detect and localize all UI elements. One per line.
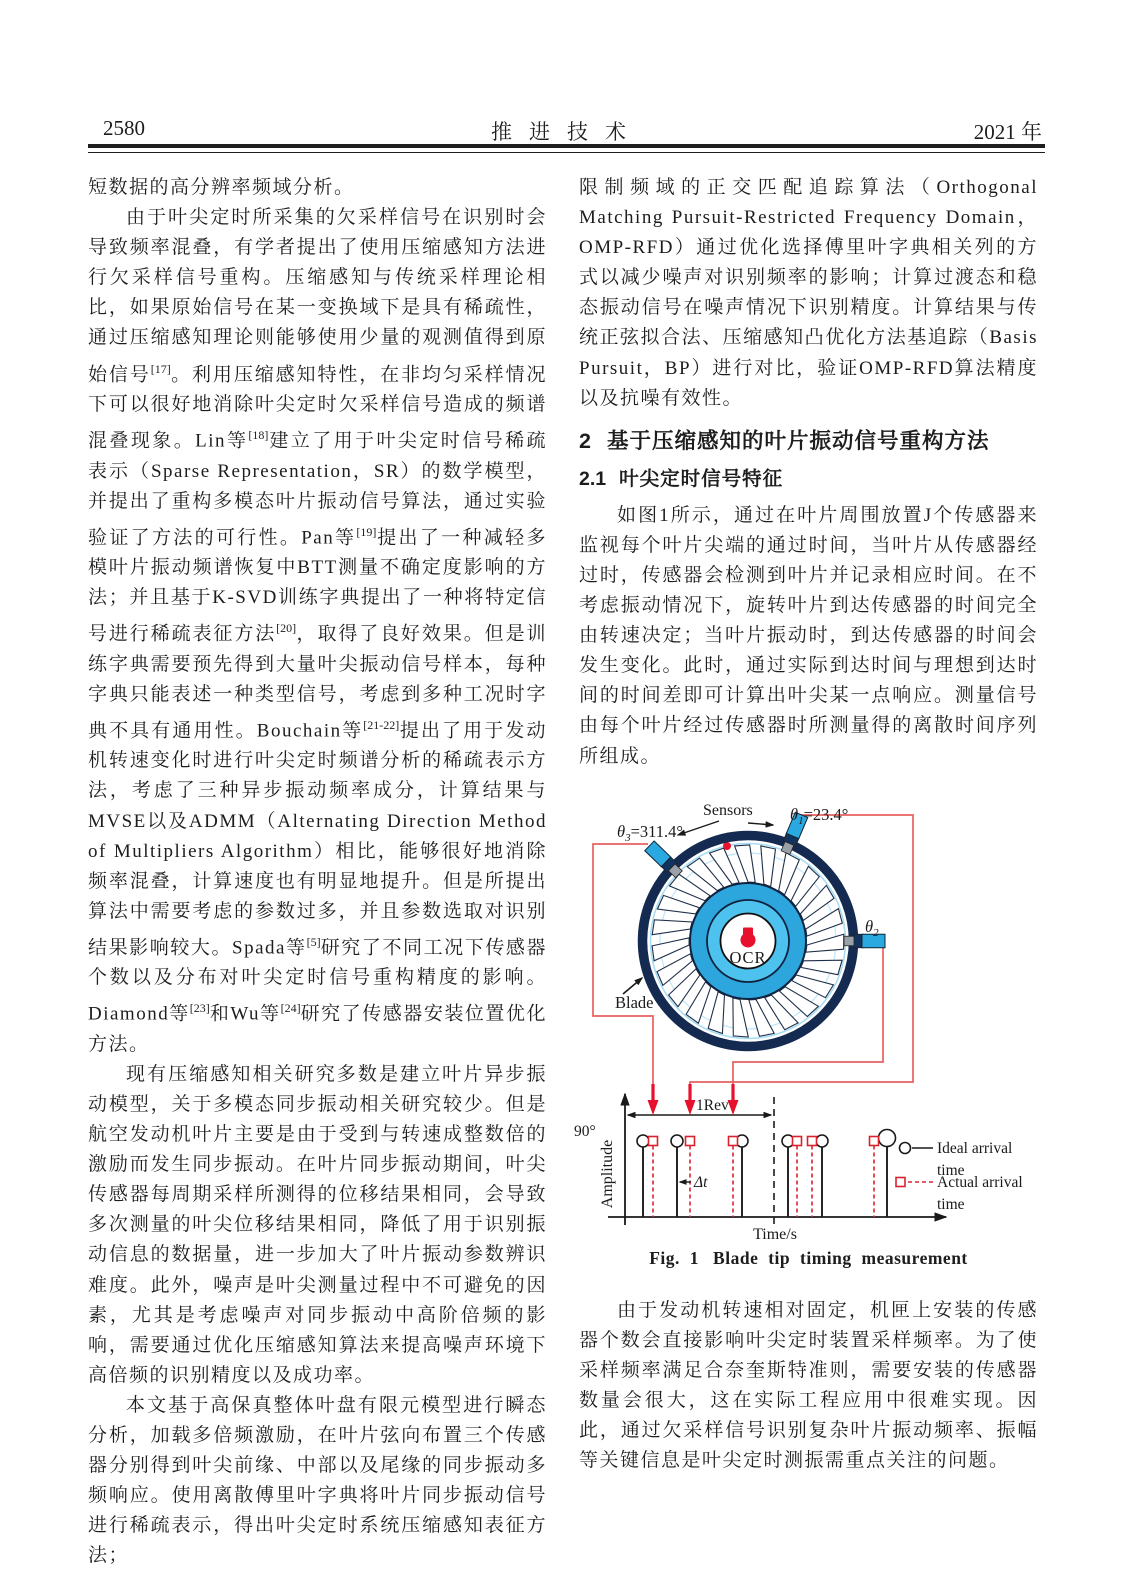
signal-arrow bbox=[685, 1084, 696, 1115]
hub-label: OCR bbox=[729, 948, 767, 967]
paragraph: 本文基于高保真整体叶盘有限元模型进行瞬态分析，加载多倍频激励，在叶片弦向布置三个传感器分别得到叶尖前缘、中部以及尾缘的同步振动多频响应。使用离散傅里叶字典将叶片同步振动信号进行稀疏表示，得出叶尖定时系统压缩感知表征方法； bbox=[88, 1394, 547, 1567]
figure-caption bbox=[579, 1248, 1038, 1269]
legend-actual-marker bbox=[896, 1178, 905, 1187]
subsection-number: 2.1 bbox=[579, 467, 607, 490]
section-number: 2 bbox=[579, 428, 591, 453]
theta2-label: $\theta_2$ bbox=[865, 917, 879, 939]
right-column bbox=[579, 173, 1038, 772]
sensors-arrow-right bbox=[748, 823, 773, 825]
right-column-top bbox=[579, 173, 1038, 414]
rotor-diagram bbox=[615, 802, 885, 1047]
ideal-marker bbox=[637, 1135, 649, 1147]
actual-marker bbox=[686, 1137, 695, 1146]
blade bbox=[652, 920, 692, 935]
sensor-tip bbox=[844, 936, 855, 946]
x-axis-label: Time/s bbox=[753, 1226, 797, 1243]
blade bbox=[708, 992, 724, 1034]
paragraph: 如图1所示，通过在叶片周围放置J个传感器来监视每个叶片尖端的通过时间，当叶片从传感器经过时，传感器会检测到叶片并记录相应时间。在不考虑振动情况下，旋转叶片到达传感器的时间完全由转速决定；当叶片振动时，到达传感器的时间会发生变化。此时，通过实际到达时间与理想到达时间的时间差即可计算出叶尖某一点响应。测量信号由每个叶片经过传感器时所测量得的离散时间序列所组成。 bbox=[579, 504, 1038, 767]
section-heading bbox=[579, 426, 1038, 456]
y-tick-90: 90° bbox=[574, 1123, 596, 1140]
subsection-heading bbox=[579, 465, 1038, 494]
blade-arrow bbox=[623, 978, 642, 994]
right-column-bottom bbox=[579, 1296, 1038, 1477]
paragraph: 现有压缩感知相关研究多数是建立叶片异步振动模型，关于多模态同步振动相关研究较少。但是航空发动机叶片主要是由于受到与转速成整数倍的激励而发生同步振动。在叶片同步振动期间，叶尖传感器每周期采样所测得的位移结果相同，会导致多次测量的叶尖位移结果相同，降低了用于识别振动信息的数据量，进一步加大了叶片振动参数辨识难度。此外，噪声是叶尖测量过程中不可避免的因素，尤其是考虑噪声对同步振动中高阶倍频的影响，需要通过优化压缩感知算法来提高噪声环境下高倍频的识别精度以及成功率。 bbox=[88, 1063, 547, 1386]
dt-label: Δt bbox=[694, 1174, 708, 1191]
actual-marker bbox=[729, 1137, 738, 1146]
theta1-label: $\theta_1=23.4^\circ$ bbox=[790, 805, 849, 827]
sensor-2 bbox=[844, 934, 885, 948]
journal-title: 推进技术 bbox=[491, 120, 643, 144]
left-column bbox=[88, 173, 547, 1572]
sensors-arrow-left bbox=[678, 821, 719, 835]
right-column-mid bbox=[579, 501, 1038, 772]
blade bbox=[761, 846, 776, 887]
sensors-label: Sensors bbox=[703, 802, 753, 819]
blade bbox=[657, 895, 699, 914]
blade bbox=[779, 853, 800, 895]
blade bbox=[806, 934, 844, 952]
theta3-label: $\theta_3=311.4^\circ$ bbox=[617, 822, 684, 844]
figure-caption-prefix: Fig. 1 bbox=[649, 1248, 700, 1268]
ideal-marker bbox=[671, 1135, 683, 1147]
page-number: 2580 bbox=[103, 116, 145, 140]
signal-arrow bbox=[648, 1084, 659, 1115]
signal-arrow bbox=[728, 1084, 739, 1115]
legend-ideal-marker bbox=[900, 1143, 911, 1154]
legend bbox=[896, 1140, 1023, 1213]
header-year: 2021 年 bbox=[973, 120, 1042, 144]
blade bbox=[801, 960, 842, 975]
y-axis-label: Amplitude bbox=[599, 1139, 616, 1209]
ideal-marker bbox=[879, 1130, 896, 1147]
legend-ideal-text2: time bbox=[937, 1162, 965, 1179]
legend-actual-text2: time bbox=[937, 1196, 965, 1213]
paragraph: 由于叶尖定时所采集的欠采样信号在识别时会导致频率混叠，有学者提出了使用压缩感知方法进行欠采样信号重构。压缩感知与传统采样理论相比，如果原始信号在某一变换域下是具有稀疏性，通过压缩感知理论则能够使用少量的观测值得到原始信号[17]。利用压缩感知特性，在非均匀采样情况下可以很好地消除叶尖定时欠采样信号造成的频谱混叠现象。Lin等[18]建立了用于叶尖定时信号稀疏表示（Sparse Representation，SR）的数学模型，并提出了重构多模态叶片振动信号算法，通过实验验证了方法的可行性。Pan等[19]提出了一种减轻多模叶片振动频谱恢复中BTT测量不确定度影响的方法；并且基于K-SVD训练字典提出了一种将特定信号进行稀疏表征方法[20]，取得了良好效果。但是训练字典需要预先得到大量叶尖振动信号样本，每种字典只能表述一种类型信号，考虑到多种工况时字典不具有通用性。Bouchain等[21-22]提出了用于发动机转速变化时进行叶尖定时频谱分析的稀疏表示方法，考虑了三种异步振动频率成分，计算结果与MVSE以及ADMM（Alternating Direction Method of Multipliers Algorithm）相比，能够很好地消除频率混叠，计算速度也有明显地提升。但是所提出算法中需要考虑的参数过多，并且参数选取对识别结果影响较大。Spada等[5]研究了不同工况下传感器个数以及分布对叶尖定时信号重构精度的影响。Diamond等[23]和Wu等[24]研究了传感器安装位置优化方法。 bbox=[88, 207, 547, 1055]
header-rule bbox=[88, 144, 1045, 153]
actual-marker bbox=[793, 1137, 802, 1146]
legend-actual-text: Actual arrival bbox=[937, 1174, 1023, 1191]
paragraph: 由于发动机转速相对固定，机匣上安装的传感器个数会直接影响叶尖定时装置采样频率。为了使采样频率满足合奈奎斯特准则，需要安装的传感器数量会很大，这在实际工程应用中很难实现。因此，通过欠采样信号识别复杂叶片振动频率、振幅等关键信息是叶尖定时测振需重点关注的问题。 bbox=[579, 1300, 1038, 1472]
actual-marker bbox=[808, 1137, 817, 1146]
blade bbox=[735, 845, 756, 882]
figure-1-blade-tip-timing bbox=[562, 784, 1040, 1246]
timing-plot bbox=[574, 1094, 946, 1243]
blade bbox=[733, 998, 748, 1037]
reference-blade-dot bbox=[723, 842, 731, 850]
figure-caption-text: Blade tip timing measurement bbox=[713, 1248, 968, 1268]
legend-ideal-text: Ideal arrival bbox=[937, 1140, 1013, 1157]
paragraph: 短数据的高分辨率频域分析。 bbox=[88, 177, 355, 198]
rev-label: 1Rev bbox=[696, 1097, 729, 1114]
actual-marker bbox=[649, 1137, 658, 1146]
actual-marker bbox=[870, 1137, 879, 1146]
subsection-title: 叶尖定时信号特征 bbox=[619, 467, 784, 490]
blade-label: Blade bbox=[615, 993, 654, 1012]
section-title: 基于压缩感知的叶片振动信号重构方法 bbox=[606, 428, 990, 453]
ideal-marker bbox=[816, 1135, 828, 1147]
paragraph: 限制频域的正交匹配追踪算法（Orthogonal Matching Pursuit-Restricted Frequency Domain，OMP-RFD）通过优化选择傅里叶字典相关列的方式以减少噪声对识别频率的影响；计算过渡态和稳态振动信号在噪声情况下识别精度。计算结果与传统正弦拟合法、压缩感知凸优化方法基追踪（Basis Pursuit，BP）进行对比，验证OMP-RFD算法精度以及抗噪有效性。 bbox=[579, 177, 1038, 409]
